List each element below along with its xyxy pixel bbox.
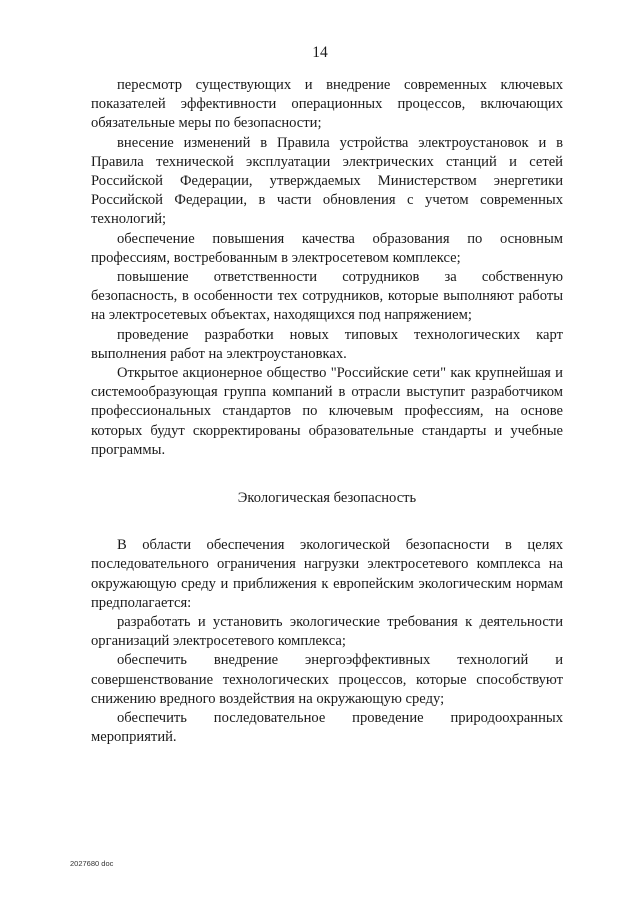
paragraph: повышение ответственности сотрудников за собственную безопасность, в особенности тех сотрудников, которые выполняют работы на электросетевых объектах, находящихся под напряжением; (91, 269, 563, 324)
paragraph: обеспечить внедрение энергоэффективных технологий и совершенствование технологических процессов, которые способствуют снижению вредного воздействия на окружающую среду; (91, 652, 563, 707)
paragraph: внесение изменений в Правила устройства электроустановок и в Правила технической эксплуатации электрических станций и сетей Российской Федерации, утверждаемых Министерством энергетики Российской Федерации, в части обновления с учетом современных технологий; (91, 134, 563, 228)
section-heading: Экологическая безопасность (237, 490, 417, 507)
paragraph: пересмотр существующих и внедрение современных ключевых показателей эффективности операционных процессов, включающих обязательные меры по безопасности; (91, 77, 563, 132)
document-footer: 2027680 doc (70, 859, 114, 868)
paragraph: Открытое акционерное общество "Российские сети" как крупнейшая и системообразующая группа компаний в отрасли выступит разработчиком профессиональных стандартов по ключевым профессиям, на основе которых будут скорректированы образовательные стандарты и учебные программы. (91, 365, 563, 458)
page-number: 14 (312, 44, 328, 61)
paragraph: проведение разработки новых типовых технологических карт выполнения работ на электроустановках. (91, 326, 563, 362)
document-body (91, 76, 563, 748)
paragraph: разработать и установить экологические требования к деятельности организаций электросетевого комплекса; (91, 614, 563, 650)
paragraph: обеспечение повышения качества образования по основным профессиям, востребованным в электросетевом комплексе; (91, 230, 563, 266)
paragraph: В области обеспечения экологической безопасности в целях последовательного ограничения нагрузки электросетевого комплекса на окружающую среду и приближения к европейским экологическим нормам предполагается: (91, 537, 563, 611)
paragraph: обеспечить последовательное проведение природоохранных мероприятий. (91, 710, 563, 746)
